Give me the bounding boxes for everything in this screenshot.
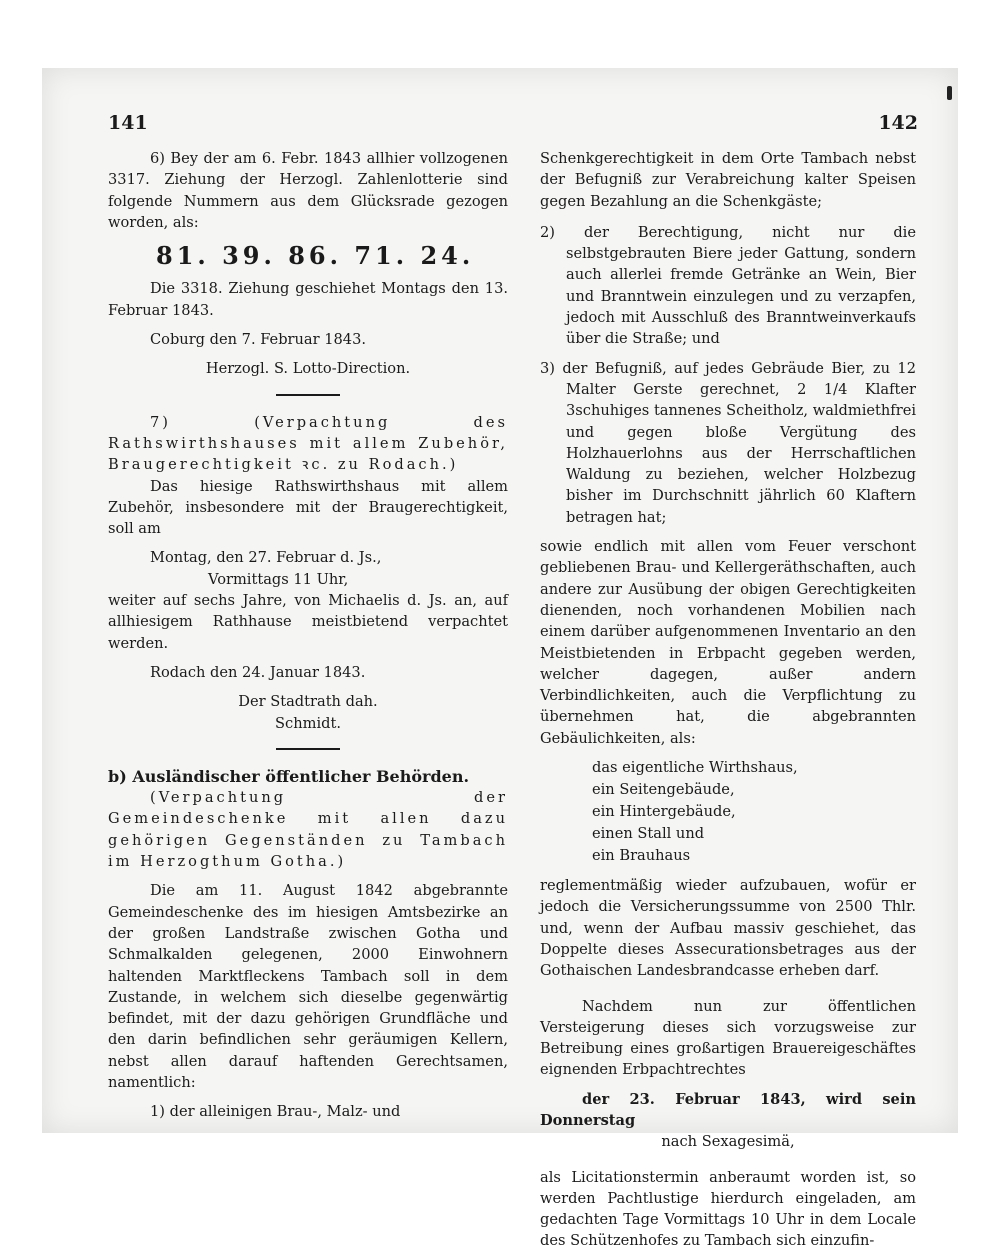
lottery-numbers: 81. 39. 86. 71. 24. [156,241,475,271]
paragraph: Nachdem nun zur öffentlichen Versteigerung dieses sich vorzugsweise zur Betreibung eines großartigen Brauereigeschäftes eignenden Erbpachtrechtes [540,997,916,1079]
list-item: einen Stall und [592,825,705,843]
signature: Herzogl. S. Lotto-Direction. [205,360,411,378]
buildings-list [540,757,916,867]
separator-rule [276,748,340,750]
signature-name: Schmidt. [275,714,341,732]
right-column [540,148,916,1252]
item-text: Das hiesige Rathswirthshaus mit allem Zubehör, insbesondere mit der Braugerechtigkeit, soll am [108,477,508,538]
auction-date: Montag, den 27. Februar d. Js., [150,549,382,567]
auction-time: Vormittags 11 Uhr, [208,570,349,588]
next-draw-notice: Die 3318. Ziehung geschiehet Montags den 13. Februar 1843. [108,280,508,319]
item-text-continued: weiter auf sechs Jahre, von Michaelis d. Js. an, auf allhiesigem Rathhause meistbietend verpachtet werden. [108,592,508,652]
list-item: das eigentliche Wirthshaus, [592,759,798,777]
section-text: Die am 11. August 1842 abgebrannte Gemeindeschenke des im hiesigen Amtsbezirke an der großen Landstraße zwischen Gotha und Schmalkalden gelegenen, 2000 Einwohnern haltenden Marktfleckens Tambach soll in dem Zustande, in welchem sich dieselbe gegenwärtig befindet, mit der dazu gehörigen Grundfläche und den darin befindlichen sehr geräumigen Kellern, nebst allen darauf haftenden Gerechtsamen, namentlich: [108,882,508,1091]
continuation-text: Schenkgerechtigkeit in dem Orte Tambach nebst der Befugniß zur Verabreichung kalter Speisen gegen Bezahlung an die Schenkgäste; [540,150,916,210]
auction-date-line: der 23. Februar 1843, wird sein Donnerstag [540,1090,916,1129]
place-date: Coburg den 7. Februar 1843. [150,331,367,349]
list-item-3: 3) der Befugniß, auf jedes Gebräude Bier, zu 12 Malter Gerste gerechnet, 2 1/4 Klafter 3schuhiges tannenes Scheitholz, waldmiethfrei und gegen bloße Vergütung des Holzhauerlohns aus der Herrschaftlichen Waldung zu beziehen, welcher Holzbezug bisher im Durchschnitt jährlich 60 Klaftern betragen hat; [540,359,916,526]
separator-rule [276,394,340,396]
signature-council: Der Stadtrath dah. [238,693,378,711]
section-title: (Verpachtung der Gemeindeschenke mit allen dazu gehörigen Gegenständen zu Tambach im Herzogthum Gotha.) [108,789,508,871]
paragraph: als Licitationstermin anberaumt worden ist, so werden Pachtlustige hierdurch eingeladen, am gedachten Tage Vormittags 10 Uhr in dem Locale des Schützenhofes zu Tambach sich einzufin- [540,1168,916,1250]
list-item: ein Hintergebäude, [592,803,736,821]
place-date: Rodach den 24. Januar 1843. [150,663,366,681]
ink-mark [947,86,952,100]
scanned-page [42,68,958,1250]
item-title: 7) (Verpachtung des Rathswirthshauses mit allem Zubehör, Braugerechtigkeit ꝛc. zu Rodach.) [108,413,508,474]
left-column [108,148,508,1123]
list-item: ein Seitengebäude, [592,781,735,799]
list-item-2: 2) der Berechtigung, nicht nur die selbstgebrauten Biere jeder Gattung, sondern auch allerlei fremde Getränke an Wein, Bier und Branntwein einzulegen und zu verzapfen, jedoch mit Ausschluß des Branntweinverkaufs über die Straße; und [540,223,916,348]
page-number-left: 141 [108,112,148,134]
paragraph: sowie endlich mit allen vom Feuer verschont gebliebenen Brau- und Kellergeräthschaften, auch andere zur Ausübung der obigen Gerechtigkeiten dienenden, noch vorhandenen Mobilien nach einem darüber aufgenommenen Inventario an den Meistbietenden in Erbpacht gegeben werden, welcher dagegen, außer andern Verbindlichkeiten, auch die Verpflichtung zu übernehmen hat, die abgebrannten Gebäulichkeiten, als: [540,538,916,747]
section-heading: b) Ausländischer öffentlicher Behörden. [108,766,470,786]
list-item-1: 1) der alleinigen Brau-, Malz- und [150,1103,401,1121]
auction-date-line-2: nach Sexagesimä, [661,1133,795,1151]
page-number-right: 142 [878,112,918,134]
lottery-announcement: 6) Bey der am 6. Febr. 1843 allhier vollzogenen 3317. Ziehung der Herzogl. Zahlenlotterie sind folgende Nummern aus dem Glücksrade gezogen worden, als: [108,150,508,231]
paragraph: reglementmäßig wieder aufzubauen, wofür er jedoch die Versicherungssumme von 2500 Thlr. und, wenn der Aufbau massiv geschiehet, das Doppelte dieses Assecurationsbetrages aus der Gothaischen Landesbrandcasse erheben darf. [540,877,916,980]
list-item: ein Brauhaus [592,847,691,865]
